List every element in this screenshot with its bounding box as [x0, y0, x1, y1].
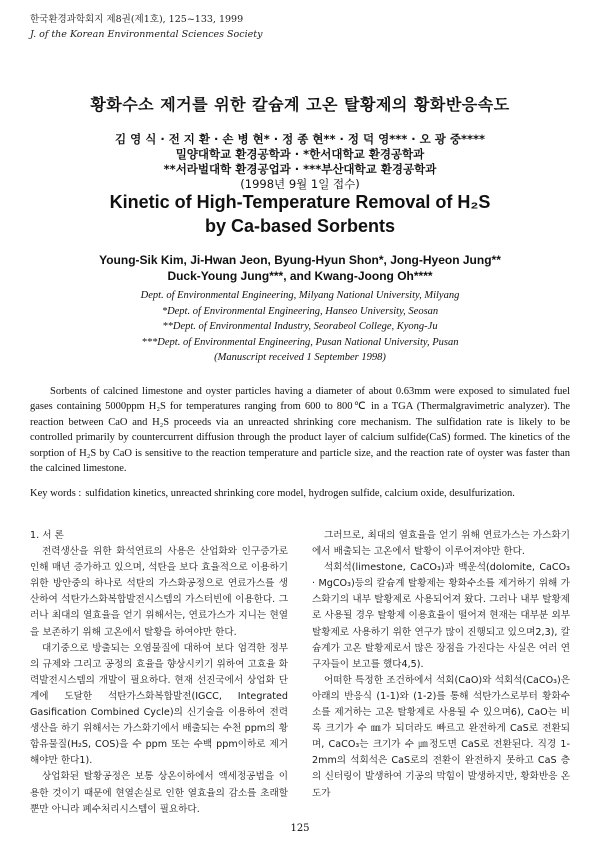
- authors-en-line-2: Duck-Young Jung***, and Kwang-Joong Oh****: [167, 269, 433, 283]
- affiliation-1: Dept. of Environmental Engineering, Milyang National University, Milyang: [140, 290, 460, 301]
- keywords-label: Key words :: [30, 488, 82, 499]
- body-column-left: [30, 528, 288, 818]
- title-korean: 황화수소 제거를 위한 칼슘계 고온 탈황제의 황화반응속도: [90, 95, 510, 114]
- authors-kr-affil-2: **서라벌대학 환경공업과 · ***부산대학교 환경공학과: [163, 162, 437, 176]
- keywords-text: sulfidation kinetics, unreacted shrinking core model, hydrogen sulfide, calcium oxide, desulfurization.: [85, 488, 515, 499]
- body-paragraph: 상업화된 탈황공정은 보통 상온이하에서 액세정공법을 이용한 것이기 때문에 현열손실로 인한 열효율의 감소를 초래할 뿐만 아니라 폐수처리시스템이 필요하다.: [30, 771, 288, 815]
- abstract: Sorbents of calcined limestone and oyster particles having a diameter of about 0.63mm were exposed to simulated fuel gases containing 5000ppm H₂S for temperatures ranging from 600 to 800℃ in a TGA (Thermalgravimetric analyzer). The reaction between CaO and H₂S proceeds via an unreacted shrinking core mechanism. The sulfidation rate is likely to be controlled primarily by countercurrent diffusion through the product layer of calcium sulfide(CaS) formed. The kinetics of the sorption of H₂S by CaO is sensitive to the reaction temperature and particle size, and the reaction rate of oyster was faster than the calcined limestone.: [30, 386, 570, 475]
- journal-citation-kr: 한국환경과학회지 제8권(제1호), 125~133, 1999: [30, 14, 244, 25]
- body-paragraph: 전력생산을 위한 화석연료의 사용은 산업화와 인구증가로 인해 매년 증가하고 있으며, 석탄을 보다 효율적으로 이용하기 위한 방안중의 하나로 석탄의 가스화공정으로 연료가스를 생산하여 석탄가스화복합발전시스템의 가스터빈에 이용한다. 그러나 최대의 열효율을 얻기 위해서는, 연료가스가 지니는 현열을 보존하기 위해 고온에서 탈황을 하여야만 한다.: [30, 546, 288, 638]
- page-number: 125: [290, 823, 310, 834]
- body-paragraph: 석회석(limestone, CaCO₃)과 백운석(dolomite, CaCO₃ · MgCO₃)등의 칼슘계 탈황제는 황화수소를 제거하기 위해 가스화기의 내부 탈황제로 사용되어져 왔다. 그러나 내부 탈황제로 사용될 경우 탈황제 이용효율이 떨어져 현재는 대부분 외부 탈황제로 사용하기 위한 연구가 많이 진행되고 있으며2,3), 칼슘계가 고온 탈황제로서 많은 장점을 가진다는 사실은 여러 연구자들이 보고를 했다4,5).: [312, 562, 570, 670]
- title-english: [0, 190, 600, 238]
- journal-name-en: J. of the Korean Environmental Sciences Society: [30, 29, 263, 40]
- body-column-right: [312, 528, 570, 802]
- title-en-line-2: by Ca-based Sorbents: [204, 216, 396, 236]
- journal-header: [30, 12, 262, 42]
- title-en-line-1: Kinetic of High-Temperature Removal of H₂S: [109, 192, 491, 212]
- received-date-kr: (1998년 9월 1일 접수): [240, 177, 360, 191]
- affiliation-2: *Dept. of Environmental Engineering, Hanseo University, Seosan: [161, 305, 439, 317]
- authors-kr-names: 김 영 식 · 전 지 환 · 손 병 현* · 정 종 현** · 정 덕 영*** · 오 광 중****: [114, 132, 486, 146]
- section-heading-introduction: 1. 서 론: [30, 530, 64, 541]
- affiliation-4: ***Dept. of Environmental Engineering, Pusan National University, Pusan: [141, 336, 459, 348]
- authors-english: [0, 252, 600, 284]
- manuscript-received: (Manuscript received 1 September 1998): [214, 352, 386, 363]
- keywords: [30, 486, 570, 501]
- authors-en-line-1: Young-Sik Kim, Ji-Hwan Jeon, Byung-Hyun Shon*, Jong-Hyeon Jung**: [99, 253, 501, 267]
- body-paragraph: 어떠한 특정한 조건하에서 석회(CaO)와 석회석(CaCO₃)은 아래의 반응식 (1-1)와 (1-2)를 통해 석탄가스로부터 황화수소를 제거하는 고온 탈황제로 사용될 수 있으며6), CaO는 비록 크기가 수 ㎜가 되더라도 빠르고 완전하게 CaS로 전환되며, CaCO₃는 크기가 수 ㎛정도면 CaS로 전환된다. 직경 1-2mm의 석회석은 CaS로의 전환이 완전하지 못하고 CaS 층의 신터링이 발생하여 기공의 막힘이 발생하지만, 황화반응 온도가: [312, 674, 570, 799]
- authors-kr-affil-1: 밀양대학교 환경공학과 · *한서대학교 환경공학과: [175, 147, 425, 161]
- body-paragraph: 그러므로, 최대의 열효율을 얻기 위해 연료가스는 가스화기에서 배출되는 고온에서 탈황이 이루어져야만 한다.: [312, 530, 570, 558]
- affiliations: [0, 288, 600, 366]
- body-paragraph: 대기중으로 방출되는 오염물질에 대하여 보다 엄격한 정부의 규제와 그리고 공정의 효율을 향상시키기 위하여 고효율 화력발전시스템의 개발이 필요하다. 현재 선진국에서 상업화 단계에 도달한 석탄가스화복합발전(IGCC, Integrated Gasification Combined Cycle)의 신기술을 이용하여 전력생산을 하기 위해서는 가스화기에서 배출되는 수천 ppm의 황함유물질(H₂S, COS)을 수 ppm 또는 수백 ppm이하로 제거해야만 한다1).: [30, 642, 288, 767]
- affiliation-3: **Dept. of Environmental Industry, Seorabeol College, Kyong-Ju: [162, 321, 438, 332]
- authors-korean: [0, 132, 600, 192]
